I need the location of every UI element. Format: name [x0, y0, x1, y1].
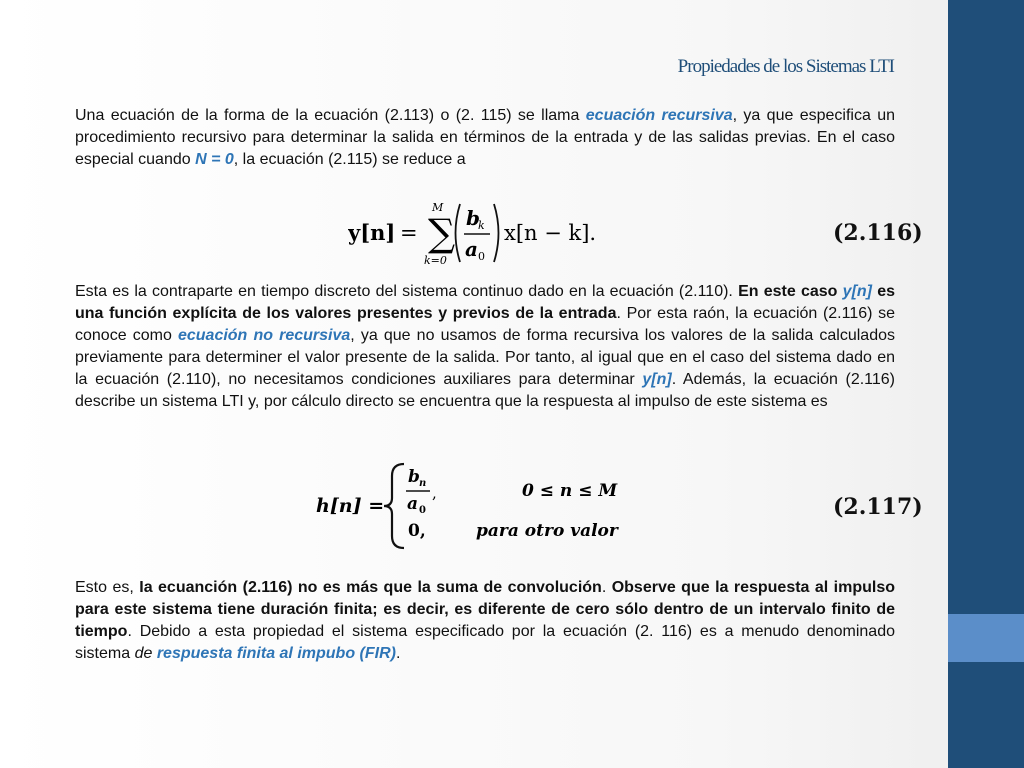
p2-text-i: . Además, la ecuación (2.116) describe un sistema LTI y, por cálculo directo se encuentra que la respuesta al impulso de este sistema es: [75, 371, 895, 410]
paragraph-1: [75, 105, 895, 171]
p2-term-yn: y[n]: [842, 283, 872, 300]
eq117-case1-comma: ,: [432, 484, 437, 502]
p1-text-a: Una ecuación de la forma de la ecuación (2.113) o (2. 115) se llama: [75, 107, 586, 124]
p2-text-a: Esta es la contraparte en tiempo discreto del sistema continuo dado en la ecuación (2.110).: [75, 283, 739, 300]
eq117-case1-num: b: [408, 467, 420, 487]
p3-text-c: .: [601, 579, 612, 596]
eq116-rest: x[n − k].: [504, 221, 597, 245]
eq116-den: a: [465, 237, 478, 261]
eq116-right-paren: [494, 204, 499, 262]
eq117-case1-cond: 0 ≤ n ≤ M: [522, 481, 618, 501]
eq116-lhs: y[n]: [348, 220, 396, 245]
p2-text-d: es una función explícita de los valores presentes y previos de la entrada: [75, 283, 896, 322]
eq116-sum-bottom: k=0: [424, 254, 447, 267]
eq117-brace: [384, 464, 404, 548]
p2-term-no-recursiva: ecuación no recursiva: [177, 327, 351, 344]
sidebar-block-bottom: [948, 662, 1024, 768]
p1-n-equals-zero: N = 0: [195, 151, 234, 168]
equation-2-117: [316, 460, 646, 552]
p1-term-recursiva: ecuación recursiva: [585, 107, 733, 124]
eq117-case1-den: a: [407, 494, 419, 514]
p3-text-b: Ia ecuanción (2.116) no es más que la suma de convolución: [139, 579, 602, 596]
eq116-equals: =: [400, 221, 418, 245]
eq116-num-sub: k: [478, 219, 485, 232]
p1-text-c: , ya que especifica un procedimiento recursivo para determinar la salida en términos de la entrada y de las salidas previas. En el caso especial cuando: [75, 107, 896, 168]
equation-number-2-116: (2.116): [833, 220, 923, 246]
eq116-num: b: [466, 206, 480, 230]
eq117-case1-den-sub: 0: [419, 505, 426, 516]
right-sidebar: [948, 0, 1024, 768]
equation-2-116: [348, 198, 608, 268]
sidebar-block-top: [948, 0, 1024, 614]
eq116-den-sub: 0: [478, 250, 485, 263]
p3-term-fir: respuesta finita al impubo (FIR): [156, 645, 396, 662]
p1-text-e: , la ecuación (2.115) se reduce a: [233, 151, 466, 168]
p3-text-a: Esto es,: [75, 579, 140, 596]
paragraph-2: [75, 281, 895, 413]
p3-text-e: . Debido a esta propiedad el sistema especificado por la ecuación (2. 116) es a menudo denominado sistema: [75, 623, 895, 662]
eq117-case1-num-sub: n: [419, 478, 427, 489]
p2-text-e: . Por esta raón, la ecuación (2.116) se conoce como: [75, 305, 896, 344]
eq116-sum-symbol: ∑: [428, 211, 456, 255]
p3-text-d: Observe que la respuesta al impulso para este sistema tiene duración finita; es decir, es diferente de cero sólo dentro de un intervalo finito de tiempo: [75, 579, 896, 640]
p2-text-b: En este caso: [738, 283, 843, 300]
slide-title: Propiedades de los Sistemas LTI: [677, 56, 894, 77]
eq116-sum-top: M: [432, 201, 444, 214]
sidebar-block-accent: [948, 614, 1024, 662]
eq117-lhs: h[n] =: [316, 495, 385, 517]
eq117-case2-val: 0,: [408, 521, 426, 541]
p3-text-f: de: [134, 645, 153, 662]
eq117-case2-cond: para otro valor: [476, 521, 618, 541]
eq116-left-paren: [456, 204, 461, 262]
p2-term-yn-2: y[n]: [642, 371, 672, 388]
p2-text-g: , ya que no usamos de forma recursiva los valores de la salida calculados previamente para determiner el valor presente de la salida. Por tanto, al igual que en el caso del sistema dado en la ecuación (2.110), no necesitamos condiciones auxiliares para determinar: [75, 327, 896, 388]
equation-number-2-117: (2.117): [833, 494, 923, 520]
p3-text-i: .: [395, 645, 401, 662]
paragraph-3: [75, 577, 895, 665]
